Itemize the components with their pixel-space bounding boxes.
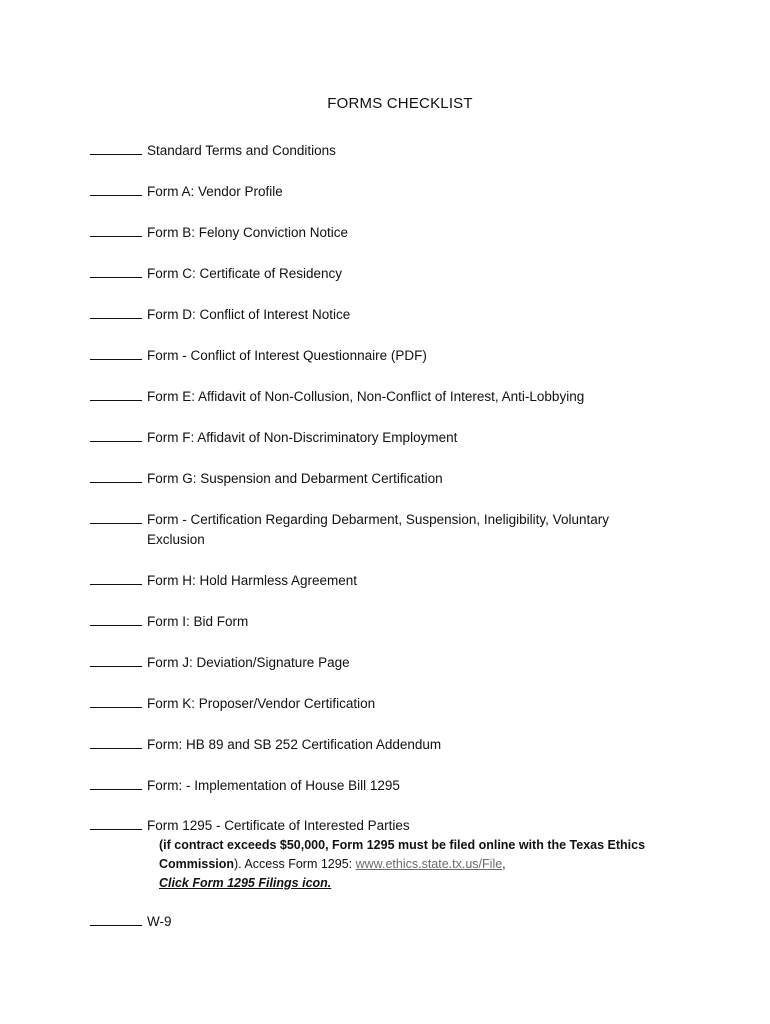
click-instruction: Click Form 1295 Filings icon. [159, 876, 332, 890]
check-blank[interactable] [90, 571, 142, 585]
checklist-item [90, 469, 710, 489]
checklist-item [90, 264, 710, 284]
check-blank[interactable] [90, 305, 142, 319]
item-label: Form - Conflict of Interest Questionnaire (PDF) [147, 348, 427, 363]
check-blank[interactable] [90, 141, 142, 155]
check-blank[interactable] [90, 223, 142, 237]
item-label-continuation: Exclusion [147, 532, 205, 547]
item-label: Form A: Vendor Profile [147, 184, 283, 199]
check-blank[interactable] [90, 428, 142, 442]
note-bold-line: (if contract exceeds $50,000, Form 1295 must be filed online with the Texas Ethics [159, 838, 646, 852]
check-blank[interactable] [90, 912, 142, 926]
item-label: W-9 [147, 914, 172, 929]
checklist-item [90, 816, 710, 836]
check-blank[interactable] [90, 346, 142, 360]
check-blank[interactable] [90, 694, 142, 708]
page-title: FORMS CHECKLIST [327, 95, 473, 112]
check-blank[interactable] [90, 612, 142, 626]
checklist-item [90, 428, 710, 448]
note-access-text: ). Access Form 1295: [234, 857, 356, 871]
item-label: Form: HB 89 and SB 252 Certification Addendum [147, 737, 442, 752]
item-label: Form C: Certificate of Residency [147, 266, 343, 281]
item-label: Form: - Implementation of House Bill 1295 [147, 778, 400, 793]
note-comma: , [502, 857, 506, 871]
ethics-link[interactable]: www.ethics.state.tx.us/File [355, 857, 503, 871]
check-blank[interactable] [90, 735, 142, 749]
item-label: Form G: Suspension and Debarment Certification [147, 471, 443, 486]
checklist-item [90, 653, 710, 673]
item-label: Form F: Affidavit of Non-Discriminatory Employment [147, 430, 458, 445]
item-label: Standard Terms and Conditions [147, 143, 336, 158]
checklist-item [90, 912, 710, 932]
checklist-item [90, 694, 710, 714]
checklist-item [90, 612, 710, 632]
checklist-item [90, 571, 710, 591]
item-label: Form B: Felony Conviction Notice [147, 225, 349, 240]
item-label: Form I: Bid Form [147, 614, 249, 629]
item-label: Form E: Affidavit of Non-Collusion, Non-Conflict of Interest, Anti-Lobbying [147, 389, 585, 404]
form-1295-note [159, 836, 719, 893]
item-label: Form H: Hold Harmless Agreement [147, 573, 358, 588]
check-blank[interactable] [90, 510, 142, 524]
checklist-item [90, 387, 710, 407]
check-blank[interactable] [90, 776, 142, 790]
checklist-item [90, 141, 710, 161]
note-commission: Commission [159, 857, 235, 871]
checklist-item [90, 305, 710, 325]
item-label: Form - Certification Regarding Debarment, Suspension, Ineligibility, Voluntary [147, 512, 609, 527]
check-blank[interactable] [90, 653, 142, 667]
check-blank[interactable] [90, 816, 142, 830]
item-label: Form 1295 - Certificate of Interested Parties [147, 818, 410, 833]
item-label: Form J: Deviation/Signature Page [147, 655, 350, 670]
checklist-item [90, 346, 710, 366]
checklist-item [90, 735, 710, 755]
check-blank[interactable] [90, 264, 142, 278]
checklist-item [90, 776, 710, 796]
check-blank[interactable] [90, 469, 142, 483]
check-blank[interactable] [90, 387, 142, 401]
item-label: Form K: Proposer/Vendor Certification [147, 696, 376, 711]
item-label: Form D: Conflict of Interest Notice [147, 307, 351, 322]
checklist-item [90, 182, 710, 202]
checklist-item [90, 223, 710, 243]
checklist-item [90, 510, 710, 550]
check-blank[interactable] [90, 182, 142, 196]
